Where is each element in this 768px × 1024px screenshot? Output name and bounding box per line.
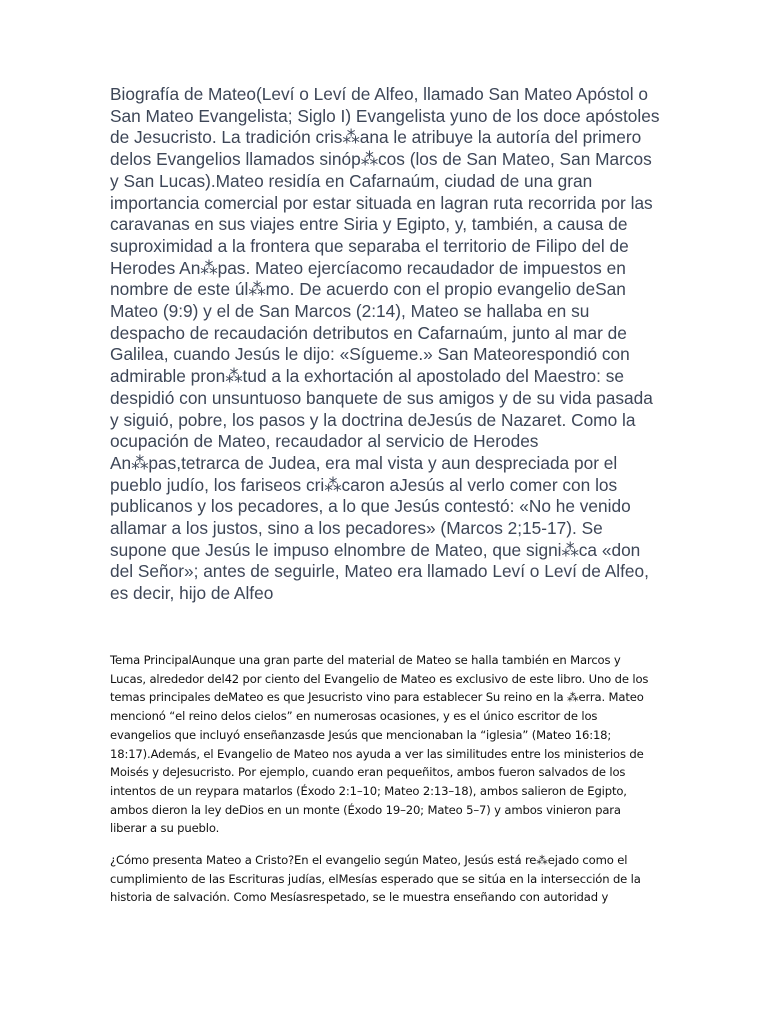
christ-presentation-paragraph: ¿Cómo presenta Mateo a Cristo?En el evangelio según Mateo, Jesús está re⁂ejado como el cumplimiento de las Escrituras judías, elMesías esperado que se sitúa en la intersección de la historia de salvación. Como Mesíasrespetado, se le muestra enseñando con autoridad y [110,853,641,905]
main-theme-paragraph: Tema PrincipalAunque una gran parte del material de Mateo se halla también en Marcos y Lucas, alrededor del42 por ciento del Evangelio de Mateo es exclusivo de este libro. Uno de los temas principales deMateo es que Jesucristo vino para establecer Su reino en la ⁂erra. Mateo mencionó “el reino delos cielos” en numerosas ocasiones, y es el único escritor de los evangelios que incluyó enseñanzasde Jesús que mencionaban la “iglesia” (Mateo 16:18; 18:17).Además, el Evangelio de Mateo nos ayuda a ver las similitudes entre los ministerios de Moisés y deJesucristo. Por ejemplo, cuando eran pequeñitos, ambos fueron salvados de los intentos de un reypara matarlos (Éxodo 2:1–10; Mateo 2:13–18), ambos salieron de Egipto, ambos dieron la ley deDios en un monte (Éxodo 19–20; Mateo 5–7) y ambos vinieron para liberar a su pueblo. [110,653,649,836]
biography-paragraph: Biografía de Mateo(Leví o Leví de Alfeo, llamado San Mateo Apóstol o San Mateo Evangelista; Siglo I) Evangelista yuno de los doce apóstoles de Jesucristo. La tradición cris⁂ana le atribuye la autoría del primero delos Evangelios llamados sinóp⁂cos (los de San Mateo, San Marcos y San Lucas).Mateo residía en Cafarnaúm, ciudad de una gran importancia comercial por estar situada en lagran ruta recorrida por las caravanas en sus viajes entre Siria y Egipto, y, también, a causa de suproximidad a la frontera que separaba el territorio de Filipo del de Herodes An⁂pas. Mateo ejercíacomo recaudador de impuestos en nombre de este úl⁂mo. De acuerdo con el propio evangelio deSan Mateo (9:9) y el de San Marcos (2:14), Mateo se hallaba en su despacho de recaudación detributos en Cafarnaúm, junto al mar de Galilea, cuando Jesús le dijo: «Sígueme.» San Mateorespondió con admirable pron⁂tud a la exhortación al apostolado del Maestro: se despidió con unsuntuoso banquete de sus amigos y de su vida pasada y siguió, pobre, los pasos y la doctrina deJesús de Nazaret. Como la ocupación de Mateo, recaudador al servicio de Herodes An⁂pas,tetrarca de Judea, era mal vista y aun despreciada por el pueblo judío, los fariseos cri⁂caron aJesús al verlo comer con los publicanos y los pecadores, a lo que Jesús contestó: «No he venido allamar a los justos, sino a los pecadores» (Marcos 2;15-17). Se supone que Jesús le impuso elnombre de Mateo, que signi⁂ca «don del Señor»; antes de seguirle, Mateo era llamado Leví o Leví de Alfeo, es decir, hijo de Alfeo [110,84,660,604]
